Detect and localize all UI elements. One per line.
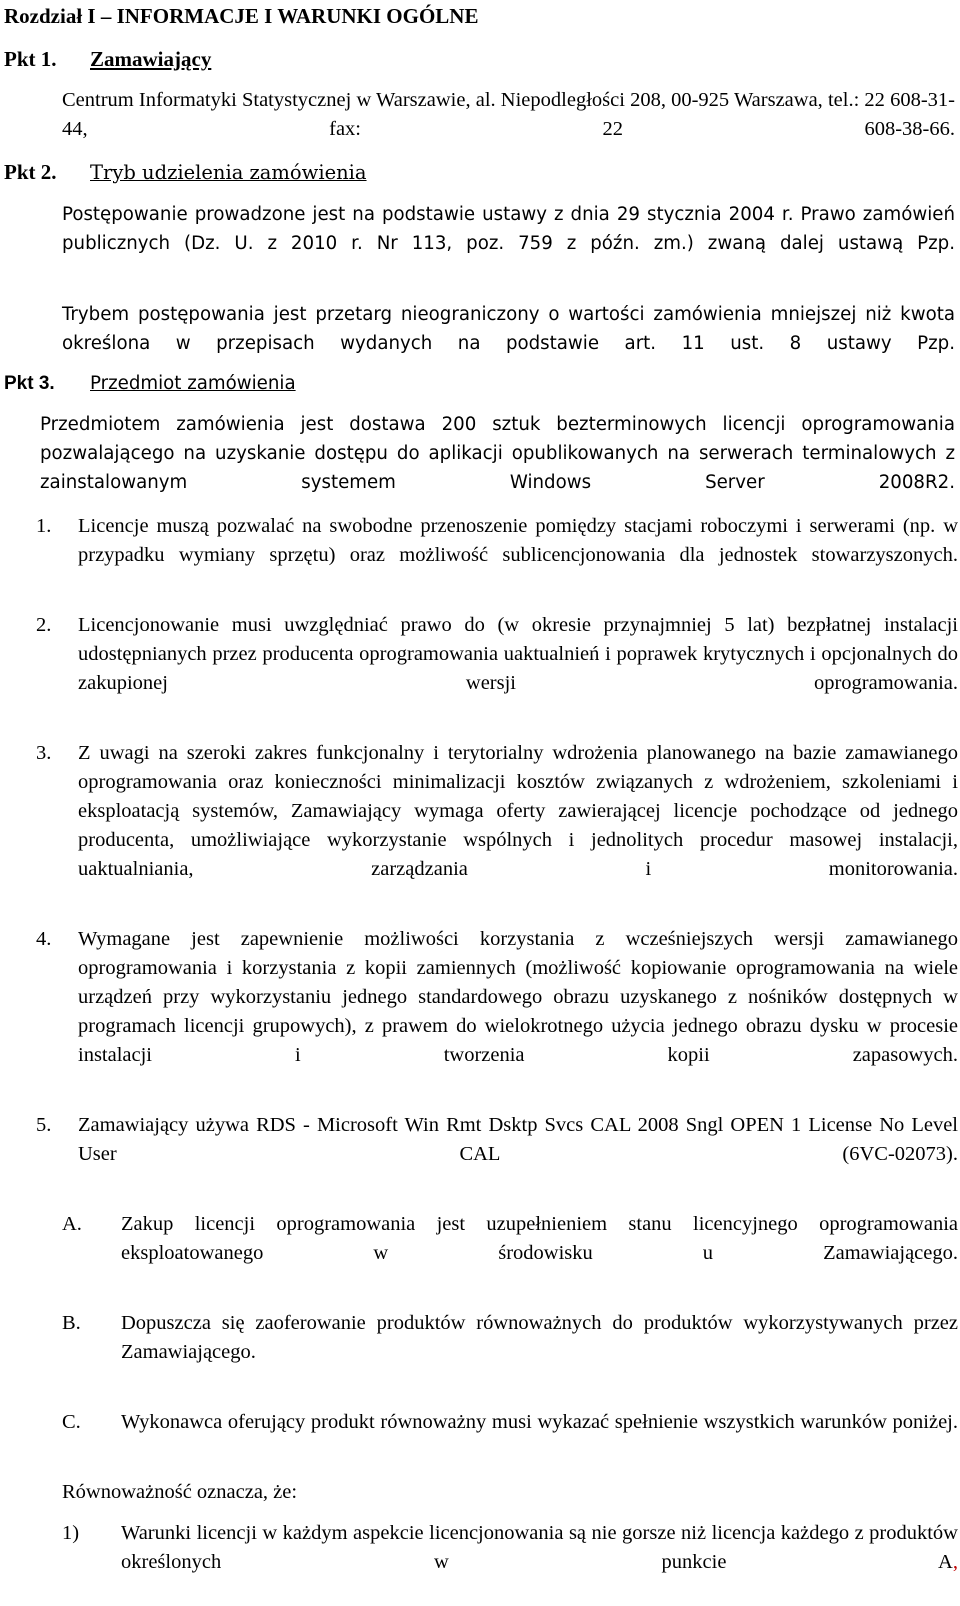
- section-heading-pkt1: [4, 45, 211, 74]
- condition-text-body: Warunki licencji w każdym aspekcie licencjonowania są nie gorsze niż licencja każdego z produktów określonych w punkcie A: [121, 1522, 958, 1573]
- list-item: [36, 611, 958, 727]
- sub-list-item: [36, 1309, 958, 1396]
- section-title: Zamawiający: [90, 47, 212, 71]
- list-item-number: 3.: [36, 742, 52, 764]
- list-item: [36, 1111, 958, 1198]
- requirements-list: [36, 512, 958, 1606]
- section-number: Pkt 3.: [4, 373, 55, 394]
- pkt1-text: Centrum Informatyki Statystycznej w Warszawie, al. Niepodległości 208, 00-925 Warszawa, tel.: 22 608-31-44, fax: 22 608-38-66.: [62, 89, 955, 140]
- section-heading-pkt2: [4, 158, 367, 187]
- list-item-text: Licencje muszą pozwalać na swobodne przenoszenie pomiędzy stacjami roboczymi i serwerami (np. w przypadku wymiany sprzętu) oraz możliwość sublicencjonowania dla jednostek stowarzyszonych.: [78, 515, 958, 566]
- list-item-number: 2.: [36, 614, 52, 636]
- equivalence-intro: Równoważność oznacza, że:: [62, 1481, 298, 1503]
- section-number: Pkt 1.: [4, 47, 57, 71]
- sub-list-item-text: Dopuszcza się zaoferowanie produktów równoważnych do produktów wykorzystywanych przez Zamawiającego.: [121, 1312, 958, 1363]
- sub-list-item-letter: B.: [62, 1312, 81, 1334]
- section-heading-pkt3: [4, 369, 296, 398]
- condition-item: [36, 1519, 958, 1606]
- list-item-text: Licencjonowanie musi uwzględniać prawo do (w okresie przynajmniej 5 lat) bezpłatnej instalacji udostępnianych przez producenta oprogramowania uaktualnień i poprawek krytycznych i opcjonalnych do zakupionej wersji oprogramowania.: [78, 614, 958, 694]
- list-item-number: 1.: [36, 515, 52, 537]
- pkt2-paragraph-1: Postępowanie prowadzone jest na podstawie ustawy z dnia 29 stycznia 2004 r. Prawo zamówień publicznych (Dz. U. z 2010 r. Nr 113, poz. 759 z późn. zm.) zwaną dalej ustawą Pzp.: [62, 204, 955, 254]
- condition-number: 1): [62, 1522, 80, 1544]
- section-number: Pkt 2.: [4, 160, 57, 184]
- sub-list-item: [36, 1210, 958, 1297]
- section-title: Tryb udzielenia zamówienia: [90, 161, 367, 184]
- sub-list-item-text: Wykonawca oferujący produkt równoważny musi wykazać spełnienie wszystkich warunków poniżej.: [121, 1411, 958, 1433]
- condition-text: [121, 1519, 958, 1606]
- page-title: Rozdział I – INFORMACJE I WARUNKI OGÓLNE: [4, 4, 479, 28]
- list-item: [36, 512, 958, 599]
- pkt3-intro: Przedmiotem zamówienia jest dostawa 200 sztuk bezterminowych licencji oprogramowania pozwalającego na uzyskanie dostępu do aplikacji opublikowanych na serwerach terminalowych z zainstalowanym systemem Windows Server 2008R2.: [40, 414, 955, 493]
- condition-trailing-comma: ,: [952, 1551, 958, 1573]
- list-item-text: Z uwagi na szeroki zakres funkcjonalny i terytorialny wdrożenia planowanego na bazie zamawianego oprogramowania oraz konieczności minimalizacji kosztów związanych z wdrożeniem, szkoleniami i eksploatacją systemów, Zamawiający wymaga oferty zawierającej licencje pochodzące od jednego producenta, umożliwiające wykorzystanie wspólnych i jednolitych procedur masowej instalacji, uaktualniania, zarządzania i monitorowania.: [78, 742, 958, 880]
- list-item-text: Zamawiający używa RDS - Microsoft Win Rmt Dsktp Svcs CAL 2008 Sngl OPEN 1 License No Level User CAL (6VC-02073).: [78, 1114, 958, 1165]
- list-item-number: 5.: [36, 1114, 52, 1136]
- sub-list-item: [36, 1408, 958, 1466]
- sub-list-item-letter: A.: [62, 1213, 82, 1235]
- sub-list-item-letter: C.: [62, 1411, 81, 1433]
- pkt2-paragraph-2: Trybem postępowania jest przetarg nieograniczony o wartości zamówienia mniejszej niż kwota określona w przepisach wydanych na podstawie art. 11 ust. 8 ustawy Pzp.: [62, 304, 955, 354]
- section-title: Przedmiot zamówienia: [90, 373, 296, 394]
- list-item: [36, 739, 958, 913]
- list-item-text: Wymagane jest zapewnienie możliwości korzystania z wcześniejszych wersji zamawianego oprogramowania i korzystania z kopii zamiennych (możliwość kopiowanie oprogramowania na wiele urządzeń przy wykorzystaniu jednego standardowego obrazu uzyskanego z nośników dostępnych w programach licencji grupowych), z prawem do wielokrotnego użycia jednego obrazu dysku w procesie instalacji i tworzenia kopii zapasowych.: [78, 928, 958, 1066]
- list-item-number: 4.: [36, 928, 52, 950]
- list-item: [36, 925, 958, 1099]
- sub-list-item-text: Zakup licencji oprogramowania jest uzupełnieniem stanu licencyjnego oprogramowania eksploatowanego w środowisku u Zamawiającego.: [121, 1213, 958, 1264]
